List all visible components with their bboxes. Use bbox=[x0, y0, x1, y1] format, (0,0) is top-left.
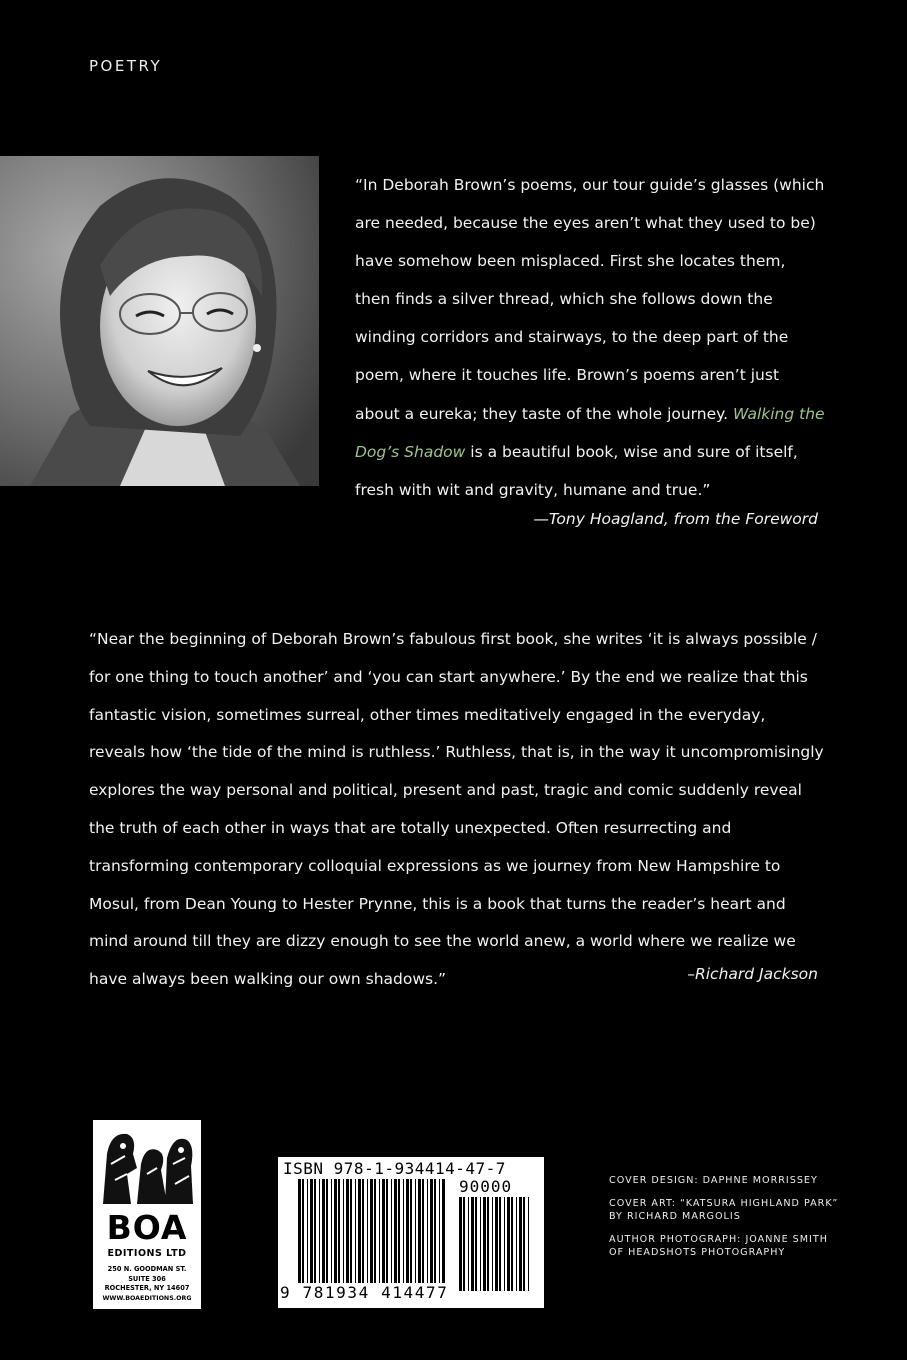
barcode-bar bbox=[483, 1197, 486, 1291]
barcode-bar bbox=[358, 1179, 361, 1291]
publisher-address bbox=[93, 1265, 201, 1294]
publisher-subtitle: EDITIONS LTD bbox=[107, 1248, 187, 1259]
barcode-bar bbox=[398, 1179, 400, 1291]
quote-text-part1: “In Deborah Brown’s poems, our tour guide’s glasses (which are needed, because the eyes aren’t what they used to be) have somehow been misplaced. First she locates them, then finds a silver thread, which she follows down the winding corridors and stairways, to the deep part of the poem, where it touches life. Brown’s poems aren’t just about a eureka; they taste of the whole journey. bbox=[355, 176, 825, 423]
barcode-bar bbox=[314, 1179, 316, 1291]
barcode-bar bbox=[362, 1179, 364, 1291]
publisher-logo-illustration bbox=[97, 1124, 197, 1208]
category-label: POETRY bbox=[89, 57, 163, 75]
barcode-bar bbox=[523, 1197, 525, 1291]
barcode-bar bbox=[418, 1179, 421, 1291]
barcode-bar bbox=[338, 1179, 340, 1291]
barcode-bar bbox=[468, 1197, 469, 1291]
barcode-bar bbox=[463, 1197, 465, 1291]
address-line: SUITE 306 bbox=[128, 1274, 166, 1283]
barcode-bar bbox=[507, 1197, 510, 1291]
photo-credit-line: OF HEADSHOTS PHOTOGRAPHY bbox=[609, 1247, 786, 1258]
barcode-number: 9 781934 414477 bbox=[280, 1283, 449, 1302]
foreword-attribution: —Tony Hoagland, from the Foreword bbox=[533, 510, 818, 528]
cover-art-line: COVER ART: “KATSURA HIGHLAND PARK” bbox=[609, 1197, 839, 1209]
barcode-bar bbox=[367, 1179, 368, 1291]
barcode-bar bbox=[499, 1197, 501, 1291]
barcode-bar bbox=[422, 1179, 424, 1291]
publisher-name: BOA bbox=[106, 1208, 188, 1247]
cover-art-credit bbox=[609, 1197, 869, 1224]
publisher-website: WWW.BOAEDITIONS.ORG bbox=[102, 1295, 192, 1302]
barcode-bar bbox=[528, 1197, 529, 1291]
isbn-label: ISBN 978-1-934414-47-7 bbox=[283, 1159, 506, 1178]
barcode-bar bbox=[331, 1179, 332, 1291]
author-photo-credit bbox=[609, 1233, 869, 1260]
price-code: 90000 bbox=[459, 1177, 513, 1196]
barcode-bar bbox=[350, 1179, 352, 1291]
barcode-bar bbox=[346, 1179, 349, 1291]
barcode-bar bbox=[439, 1179, 440, 1291]
barcode-bar bbox=[319, 1179, 320, 1291]
barcode-bar bbox=[370, 1179, 373, 1291]
barcode-bar bbox=[480, 1197, 481, 1291]
barcode-bar bbox=[459, 1197, 462, 1291]
address-line: ROCHESTER, NY 14607 bbox=[104, 1284, 190, 1292]
address-line: 250 N. GOODMAN ST. bbox=[107, 1265, 187, 1273]
barcode-bar bbox=[410, 1179, 412, 1291]
cover-art-line: BY RICHARD MARGOLIS bbox=[609, 1211, 741, 1222]
blurb-attribution: –Richard Jackson bbox=[687, 965, 818, 983]
barcode-bar bbox=[519, 1197, 522, 1291]
barcode-bar bbox=[442, 1179, 445, 1291]
isbn-barcode bbox=[278, 1157, 544, 1308]
barcode-bar bbox=[406, 1179, 409, 1291]
barcode-bar bbox=[310, 1179, 313, 1291]
barcode-bar bbox=[343, 1179, 344, 1291]
cover-design-credit: COVER DESIGN: DAPHNE MORRISSEY bbox=[609, 1175, 818, 1186]
author-photo bbox=[0, 156, 319, 486]
barcode-bar bbox=[298, 1179, 301, 1291]
barcode-bar bbox=[326, 1179, 328, 1291]
barcode-bar bbox=[492, 1197, 493, 1291]
barcode-bar bbox=[471, 1197, 474, 1291]
cover-credits bbox=[609, 1174, 869, 1269]
publisher-logo bbox=[93, 1120, 201, 1309]
blurb-quote: “Near the beginning of Deborah Brown’s fabulous first book, she writes ‘it is always possible / for one thing to touch another’ and ‘you can start anywhere.’ By the end we realize that this fantastic vision, sometimes surreal, other times meditatively engaged in the everyday, reveals how ‘the tide of the mind is ruthless.’ Ruthless, that is, in the way it uncompromisingly explores the way personal and political, present and past, tragic and comic suddenly reveal the truth of each other in ways that are totally unexpected. Often resurrecting and transforming contemporary colloquial expressions as we journey from New Hampshire to Mosul, from Dean Young to Hester Prynne, this is a book that turns the reader’s heart and mind around till they are dizzy enough to see the world anew, a world where we realize we have always been walking our own shadows.” bbox=[89, 630, 824, 989]
barcode-bar bbox=[334, 1179, 337, 1291]
barcode-bar bbox=[394, 1179, 397, 1291]
barcode-bar bbox=[382, 1179, 385, 1291]
barcode-bar bbox=[391, 1179, 392, 1291]
barcode-bar bbox=[504, 1197, 505, 1291]
barcode-bar bbox=[427, 1179, 428, 1291]
barcode-bar bbox=[475, 1197, 477, 1291]
barcode-bar bbox=[511, 1197, 513, 1291]
barcode-bar bbox=[379, 1179, 380, 1291]
barcode-bar bbox=[307, 1179, 308, 1291]
barcode-bar bbox=[516, 1197, 517, 1291]
barcode-bar bbox=[487, 1197, 489, 1291]
quote-text-part2: is a beautiful book, wise and sure of itself, fresh with wit and gravity, humane and true.” bbox=[355, 442, 798, 499]
barcode-bar bbox=[415, 1179, 416, 1291]
barcode-bar bbox=[495, 1197, 498, 1291]
addon-barcode-bars bbox=[459, 1197, 533, 1291]
barcode-bar bbox=[386, 1179, 388, 1291]
barcode-bars bbox=[298, 1179, 448, 1291]
book-title: Walking the Dog’s Shadow bbox=[355, 404, 825, 461]
barcode-bar bbox=[355, 1179, 356, 1291]
barcode-bar bbox=[403, 1179, 404, 1291]
barcode-bar bbox=[374, 1179, 376, 1291]
barcode-bar bbox=[302, 1179, 304, 1291]
foreword-quote bbox=[355, 166, 825, 509]
barcode-bar bbox=[430, 1179, 433, 1291]
barcode-bar bbox=[322, 1179, 325, 1291]
photo-credit-line: AUTHOR PHOTOGRAPH: JOANNE SMITH bbox=[609, 1233, 828, 1245]
barcode-bar bbox=[434, 1179, 436, 1291]
